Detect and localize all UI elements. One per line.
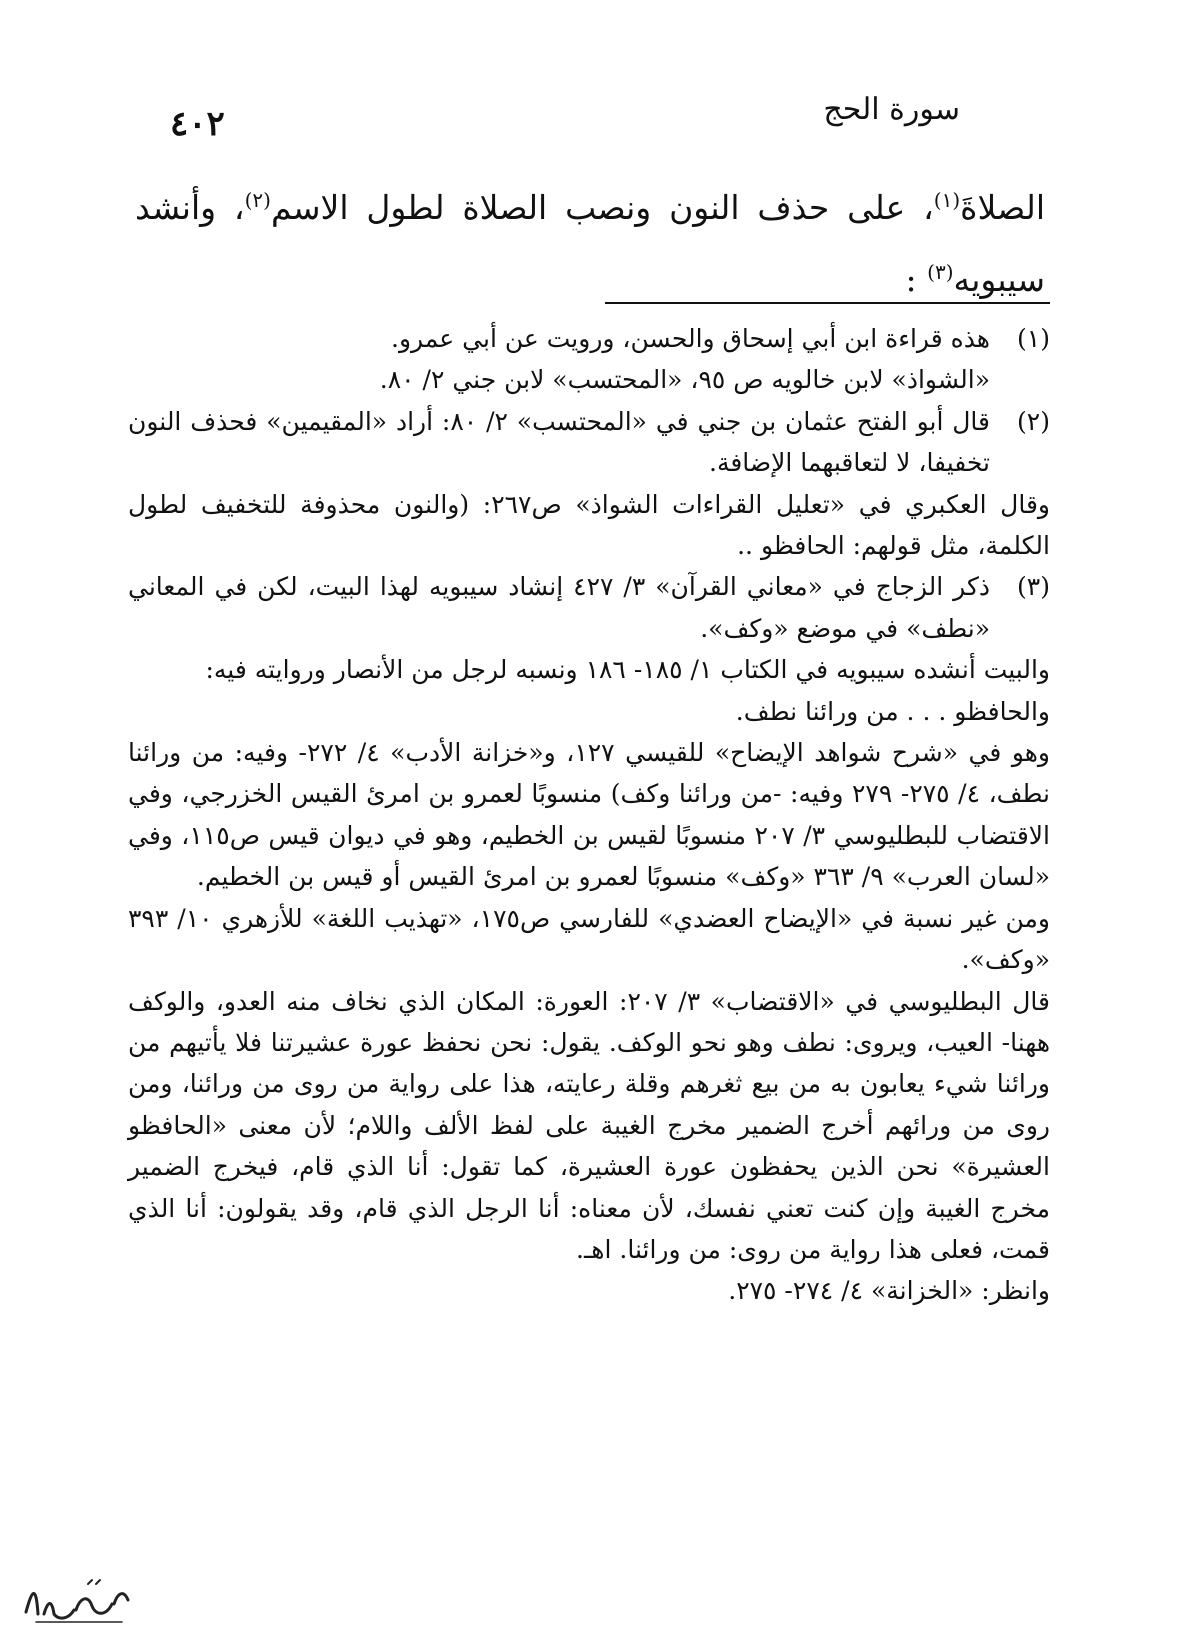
page-number: ٤٠٢ [170,104,225,144]
footnote-line: قال أبو الفتح عثمان بن جني في «المحتسب» ٢/ ٨٠: أراد «المقيمين» فحذف النون تخفيفا، لا لتعاقبهما الإضافة. [128,406,990,478]
footnote-line: «الشواذ» لابن خالويه ص ٩٥، «المحتسب» لابن جني ٢/ ٨٠. [379,365,990,395]
page-header [170,92,1010,142]
main-text-part: : [905,260,917,299]
footnote-line: والبيت أنشده سيبويه في الكتاب ١/ ١٨٥- ١٨٦ ونسبه لرجل من الأنصار وروايته فيه: [205,655,1050,685]
footnote-number: (٣) [1017,572,1050,602]
footnote-body [128,401,990,484]
footnote-line: ومن غير نسبة في «الإيضاح العضدي» للفارسي ص١٧٥، «تهذيب اللغة» للأزهري ١٠/ ٣٩٣ «وكف». [128,903,1051,975]
footnote-ref-1: (١) [933,188,961,212]
footnotes [128,318,1050,1312]
footnote-line: ذكر الزجاج في «معاني القرآن» ٣/ ٤٢٧ إنشاد سيبويه لهذا البيت، لكن في المعاني «نطف» في موضع «وكف». [128,572,990,643]
main-text-part: ، على حذف النون ونصب الصلاة لطول الاسم [270,188,934,227]
footnote-separator [605,302,1050,304]
footnote-line: قال البطليوسي في «الاقتضاب» ٣/ ٢٠٧: العورة: المكان الذي نخاف منه العدو، والوكف ههنا- العيب، ويروى: نطف وهو نحو الوكف. يقول: نحن نحفظ عورة عشيرتنا فلا يأتيهم من ورائنا شيء يعابون به من بيع ثغرهم وقلة رعايته، هذا على رواية من روى من ورائنا، ومن روى من ورائهم أخرج الضمير مخرج الغيبة على لفظ الألف واللام؛ لأن معنى «الحافظو العشيرة» نحن الذين يحفظون عورة العشيرة، كما تقول: أنا الذي قام، فيخرج الضمير مخرج الغيبة وإن كنت تعني نفسك، لأن معناه: أنا الرجل الذي قام، وقد يقولون: أنا الذي قمت، فعلى هذا رواية من روى: من ورائنا. اهـ. [128,986,1051,1264]
footnote-ref-3: (٣) [927,260,954,284]
footnote-3-continued [128,649,1050,1312]
main-text-part: ، وأنشد سيبويه [135,188,1045,299]
footnote-line: وانظر: «الخزانة» ٤/ ٢٧٤- ٢٧٥. [728,1276,1050,1306]
footnote-body [128,318,990,401]
footnote-3 [128,566,1050,649]
footnote-2 [128,401,1050,484]
footnote-line: والحافظو . . . من ورائنا نطف. [735,696,1050,726]
footnote-2-continued [128,484,1050,567]
footnote-number: (٢) [1017,406,1050,436]
footnote-body [128,566,990,649]
footnote-line: هذه قراءة ابن أبي إسحاق والحسن، ورويت عن أبي عمرو. [391,324,990,353]
footnote-ref-2: (٢) [244,188,271,212]
main-text [135,172,1045,316]
footnote-line: وهو في «شرح شواهد الإيضاح» للقيسي ١٢٧، و«خزانة الأدب» ٤/ ٢٧٢- وفيه: من ورائنا نطف، ٤/ ٢٧٥- ٢٧٩ وفيه: -من ورائنا وكف) منسوبًا لعمرو بن امرئ القيس الخزرجي، وفي الاقتضاب للبطليوسي ٣/ ٢٠٧ منسوبًا لقيس بن الخطيم، وهو في ديوان قيس ص١١٥، وفي «لسان العرب» ٩/ ٣٦٣ «وكف» منسوبًا لعمرو بن امرئ القيس أو قيس بن الخطيم. [128,738,1051,892]
calligraphy-logo-icon [18,1570,138,1630]
surah-title: سورة الحج [823,92,960,127]
footnote-1 [128,318,1050,401]
footnote-number: (١) [1017,324,1050,353]
main-text-part: الصلاةَ [960,188,1045,227]
footnote-line: وقال العكبري في «تعليل القراءات الشواذ» ص٢٦٧: (والنون محذوفة للتخفيف لطول الكلمة، مثل قولهم: الحافظو .. [128,489,1050,561]
